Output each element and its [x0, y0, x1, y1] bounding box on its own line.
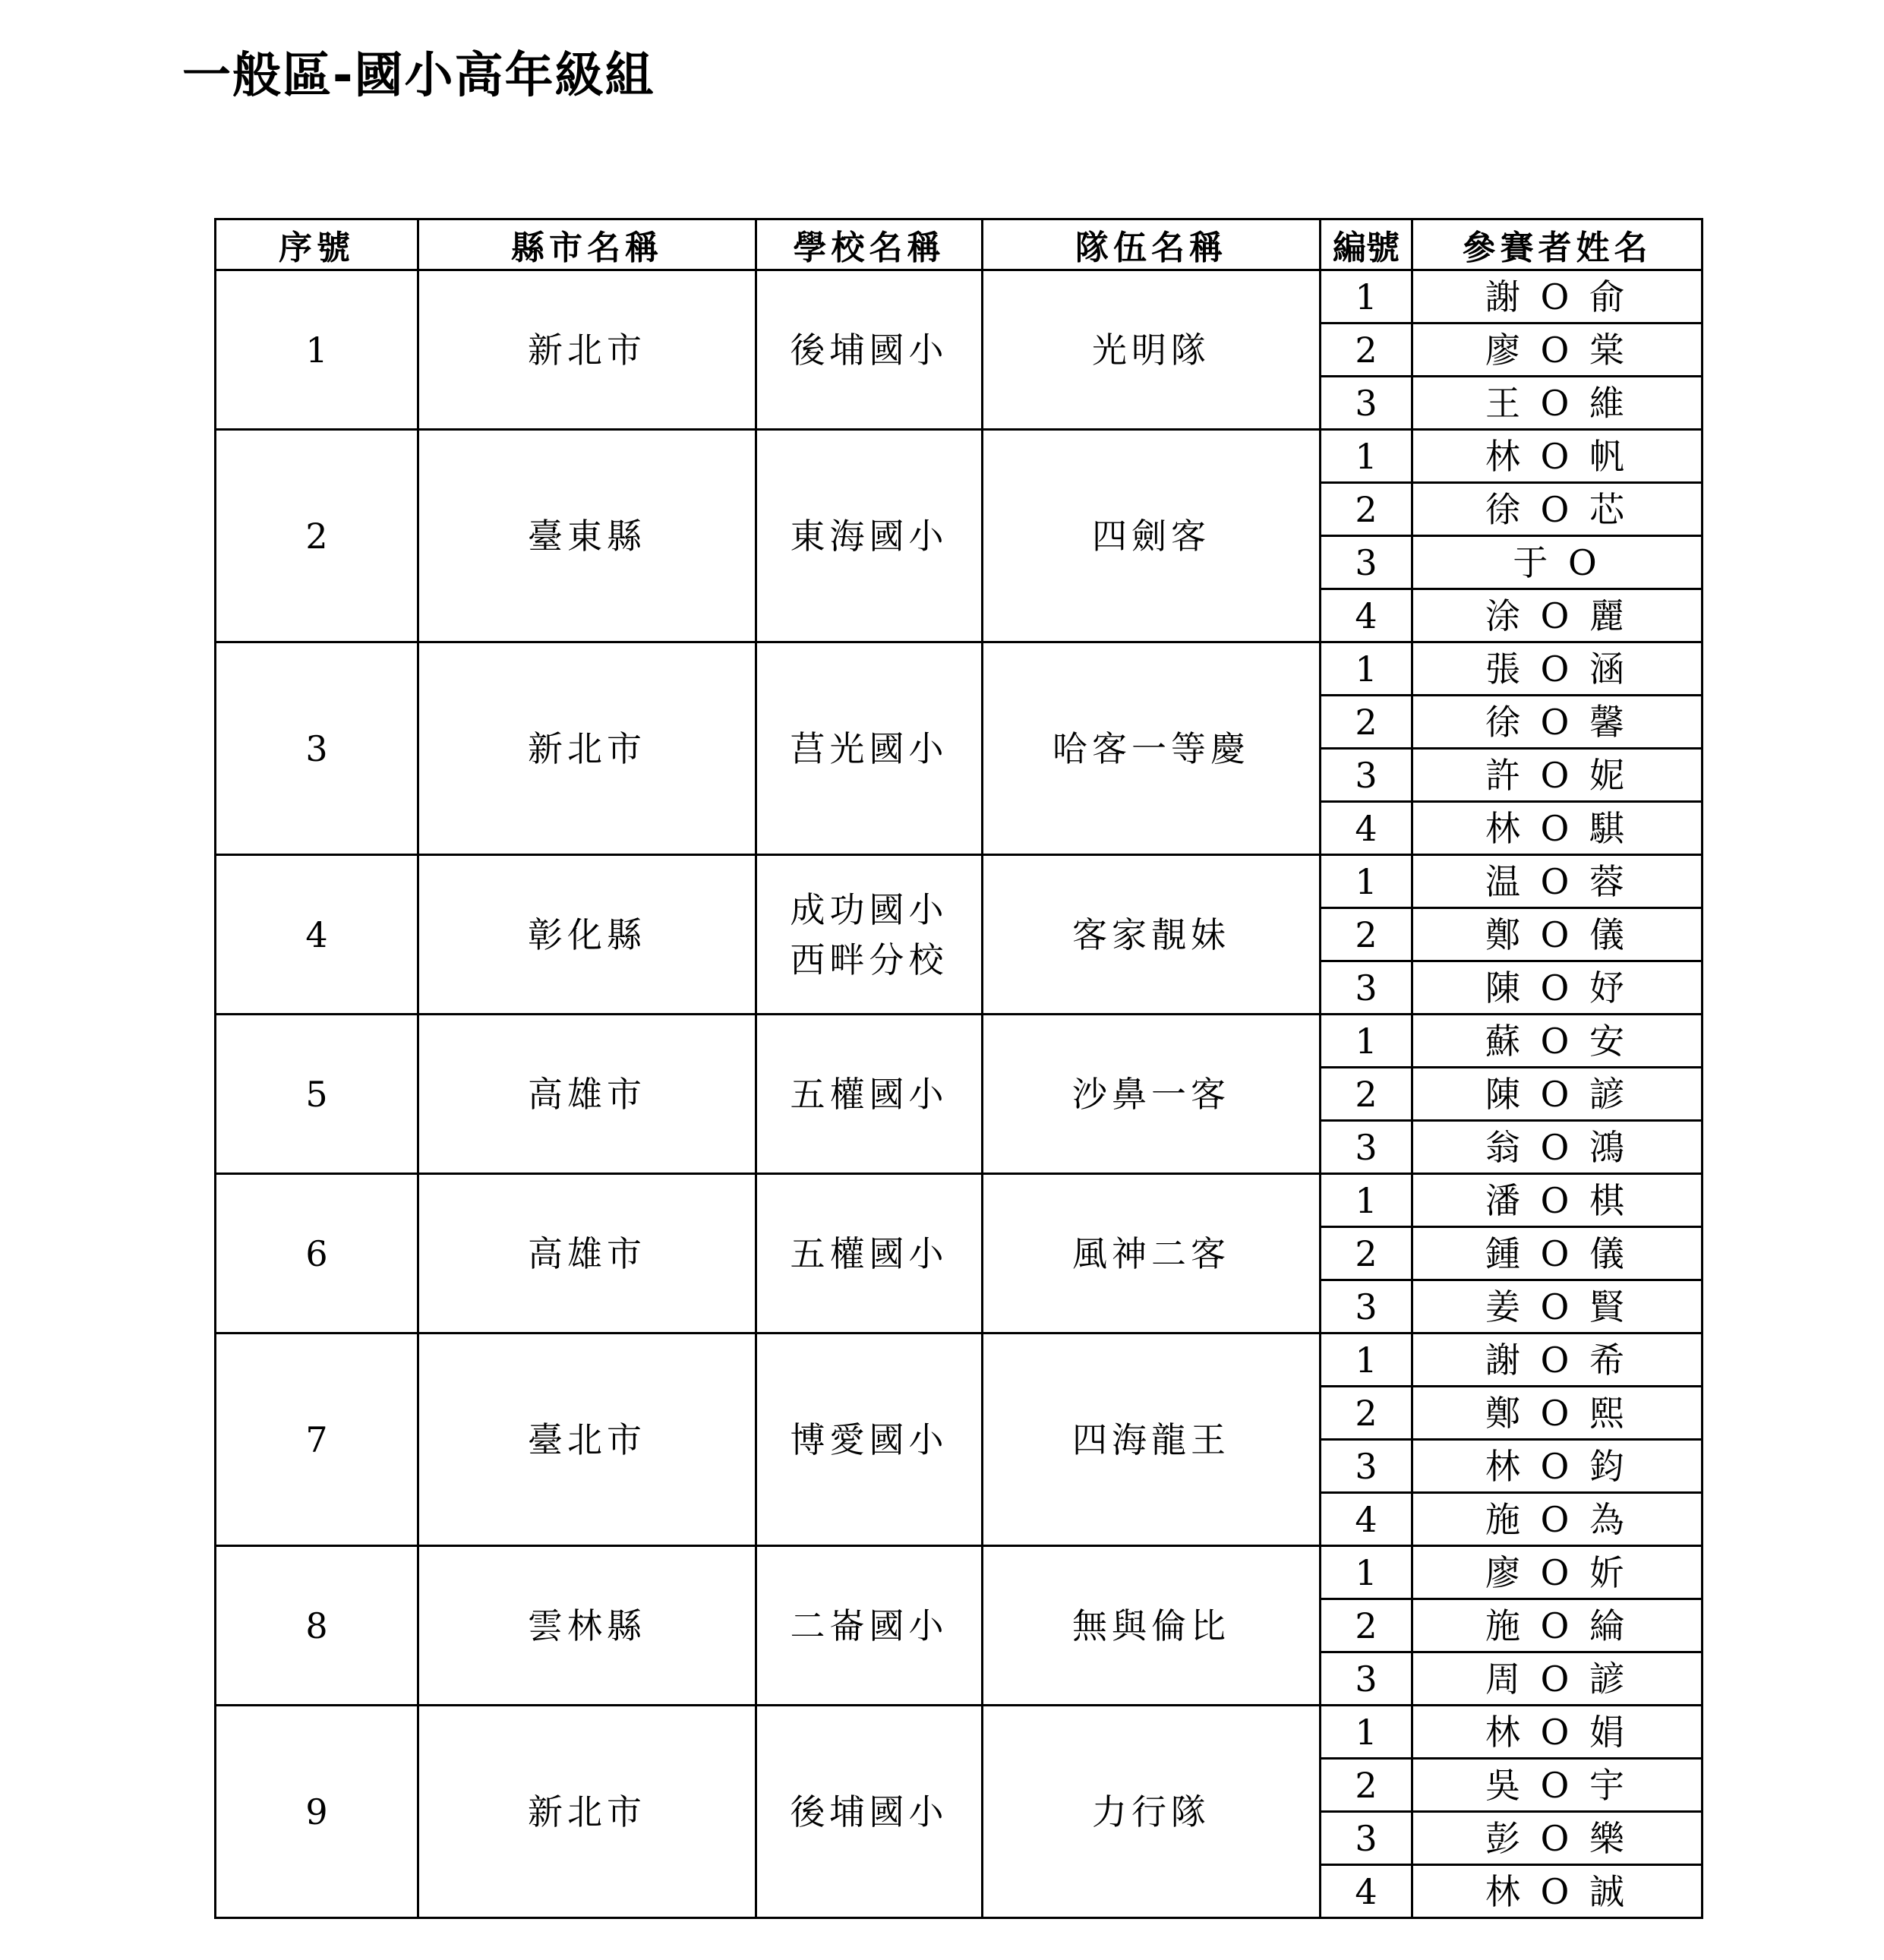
school-cell — [756, 642, 983, 855]
member-number-cell: 4 — [1321, 589, 1412, 642]
member-number-cell: 2 — [1321, 1068, 1412, 1121]
team-seq-cell: 5 — [216, 1015, 418, 1174]
table-row — [216, 855, 1703, 908]
county-cell: 高雄市 — [418, 1015, 756, 1174]
member-number-cell: 3 — [1321, 961, 1412, 1015]
participant-name-cell: 謝 O 俞 — [1412, 270, 1703, 324]
participant-name-cell: 蘇 O 安 — [1412, 1015, 1703, 1068]
member-number-cell: 1 — [1321, 270, 1412, 324]
member-number-cell: 1 — [1321, 430, 1412, 483]
participant-name-cell: 林 O 帆 — [1412, 430, 1703, 483]
team-seq-cell: 1 — [216, 270, 418, 430]
participant-name-cell: 許 O 妮 — [1412, 749, 1703, 802]
participant-name-cell: 周 O 諺 — [1412, 1652, 1703, 1706]
page-title: 一般區-國小高年級組 — [182, 48, 655, 104]
school-cell — [756, 1546, 983, 1706]
school-cell — [756, 270, 983, 430]
member-number-cell: 1 — [1321, 1015, 1412, 1068]
team-seq-cell: 7 — [216, 1333, 418, 1546]
team-name-cell: 哈客一等慶 — [983, 642, 1321, 855]
team-name-cell: 無與倫比 — [983, 1546, 1321, 1706]
school-name-line: 五權國小 — [790, 1073, 948, 1115]
member-number-cell: 2 — [1321, 324, 1412, 377]
county-cell: 新北市 — [418, 270, 756, 430]
team-seq-cell: 3 — [216, 642, 418, 855]
member-number-cell: 3 — [1321, 1440, 1412, 1493]
county-cell: 新北市 — [418, 1706, 756, 1918]
member-number-cell: 3 — [1321, 1121, 1412, 1174]
member-number-cell: 3 — [1321, 1812, 1412, 1865]
participant-name-cell: 潘 O 棋 — [1412, 1174, 1703, 1227]
participant-name-cell: 徐 O 馨 — [1412, 696, 1703, 749]
header-school: 學校名稱 — [756, 219, 983, 270]
school-name-line: 後埔國小 — [790, 329, 948, 371]
member-number-cell: 2 — [1321, 908, 1412, 961]
team-name-cell: 力行隊 — [983, 1706, 1321, 1918]
team-seq-cell: 6 — [216, 1174, 418, 1333]
team-seq-cell: 8 — [216, 1546, 418, 1706]
participant-name-cell: 鄭 O 儀 — [1412, 908, 1703, 961]
participant-name-cell: 林 O 娟 — [1412, 1706, 1703, 1759]
member-number-cell: 1 — [1321, 1546, 1412, 1599]
participant-name-cell: 鍾 O 儀 — [1412, 1227, 1703, 1280]
school-cell — [756, 1706, 983, 1918]
school-name-line: 西畔分校 — [790, 939, 948, 980]
school-name-line: 後埔國小 — [790, 1791, 948, 1832]
team-name-cell: 光明隊 — [983, 270, 1321, 430]
school-name-line: 二崙國小 — [790, 1605, 948, 1646]
team-name-cell: 四劍客 — [983, 430, 1321, 642]
member-number-cell: 3 — [1321, 536, 1412, 589]
member-number-cell: 4 — [1321, 1493, 1412, 1546]
participant-name-cell: 温 O 蓉 — [1412, 855, 1703, 908]
participant-name-cell: 施 O 綸 — [1412, 1599, 1703, 1652]
team-seq-cell: 2 — [216, 430, 418, 642]
table-row — [216, 1015, 1703, 1068]
member-number-cell: 2 — [1321, 1227, 1412, 1280]
participant-name-cell: 張 O 涵 — [1412, 642, 1703, 696]
team-name-cell: 四海龍王 — [983, 1333, 1321, 1546]
participant-name-cell: 吳 O 宇 — [1412, 1759, 1703, 1812]
team-seq-cell: 9 — [216, 1706, 418, 1918]
header-county: 縣市名稱 — [418, 219, 756, 270]
school-cell — [756, 855, 983, 1015]
table-row — [216, 430, 1703, 483]
participant-name-cell: 徐 O 芯 — [1412, 483, 1703, 536]
roster-table — [214, 218, 1703, 1919]
school-name-line: 博愛國小 — [790, 1419, 948, 1460]
table-row — [216, 1546, 1703, 1599]
member-number-cell: 4 — [1321, 1865, 1412, 1918]
participant-name-cell: 鄭 O 熙 — [1412, 1387, 1703, 1440]
county-cell: 臺東縣 — [418, 430, 756, 642]
participant-name-cell: 彭 O 樂 — [1412, 1812, 1703, 1865]
participant-name-cell: 林 O 騏 — [1412, 802, 1703, 855]
header-participant: 參賽者姓名 — [1412, 219, 1703, 270]
member-number-cell: 1 — [1321, 1333, 1412, 1387]
county-cell: 新北市 — [418, 642, 756, 855]
team-seq-cell: 4 — [216, 855, 418, 1015]
table-header — [216, 219, 1703, 270]
member-number-cell: 3 — [1321, 377, 1412, 430]
participant-name-cell: 翁 O 鴻 — [1412, 1121, 1703, 1174]
participant-name-cell: 于 O — [1412, 536, 1703, 589]
header-row — [216, 219, 1703, 270]
participant-name-cell: 林 O 誠 — [1412, 1865, 1703, 1918]
table-row — [216, 270, 1703, 324]
table-row — [216, 1174, 1703, 1227]
member-number-cell: 2 — [1321, 1599, 1412, 1652]
participant-name-cell: 廖 O 棠 — [1412, 324, 1703, 377]
member-number-cell: 1 — [1321, 1706, 1412, 1759]
team-name-cell: 客家靚妹 — [983, 855, 1321, 1015]
member-number-cell: 1 — [1321, 642, 1412, 696]
member-number-cell: 1 — [1321, 855, 1412, 908]
county-cell: 臺北市 — [418, 1333, 756, 1546]
team-name-cell: 風神二客 — [983, 1174, 1321, 1333]
table-row — [216, 642, 1703, 696]
header-seq: 序號 — [216, 219, 418, 270]
school-name-line: 成功國小 — [790, 888, 948, 930]
participant-name-cell: 姜 O 賢 — [1412, 1280, 1703, 1333]
school-cell — [756, 1015, 983, 1174]
member-number-cell: 2 — [1321, 1387, 1412, 1440]
county-cell: 高雄市 — [418, 1174, 756, 1333]
participant-name-cell: 謝 O 希 — [1412, 1333, 1703, 1387]
member-number-cell: 3 — [1321, 749, 1412, 802]
header-team: 隊伍名稱 — [983, 219, 1321, 270]
school-cell — [756, 1174, 983, 1333]
header-number: 編號 — [1321, 219, 1412, 270]
county-cell: 彰化縣 — [418, 855, 756, 1015]
school-name-line: 莒光國小 — [790, 728, 948, 769]
participant-name-cell: 廖 O 妡 — [1412, 1546, 1703, 1599]
participant-name-cell: 王 O 維 — [1412, 377, 1703, 430]
member-number-cell: 1 — [1321, 1174, 1412, 1227]
member-number-cell: 2 — [1321, 1759, 1412, 1812]
table-row — [216, 1333, 1703, 1387]
school-cell — [756, 1333, 983, 1546]
team-name-cell: 沙鼻一客 — [983, 1015, 1321, 1174]
county-cell: 雲林縣 — [418, 1546, 756, 1706]
school-name-line: 五權國小 — [790, 1232, 948, 1274]
member-number-cell: 3 — [1321, 1280, 1412, 1333]
participant-name-cell: 陳 O 諺 — [1412, 1068, 1703, 1121]
participant-name-cell: 陳 O 妤 — [1412, 961, 1703, 1015]
member-number-cell: 2 — [1321, 696, 1412, 749]
participant-name-cell: 林 O 鈞 — [1412, 1440, 1703, 1493]
member-number-cell: 2 — [1321, 483, 1412, 536]
school-name-line: 東海國小 — [790, 515, 948, 557]
table-body — [216, 270, 1703, 1918]
participant-name-cell: 施 O 為 — [1412, 1493, 1703, 1546]
member-number-cell: 4 — [1321, 802, 1412, 855]
member-number-cell: 3 — [1321, 1652, 1412, 1706]
participant-name-cell: 涂 O 麗 — [1412, 589, 1703, 642]
table-row — [216, 1706, 1703, 1759]
school-cell — [756, 430, 983, 642]
